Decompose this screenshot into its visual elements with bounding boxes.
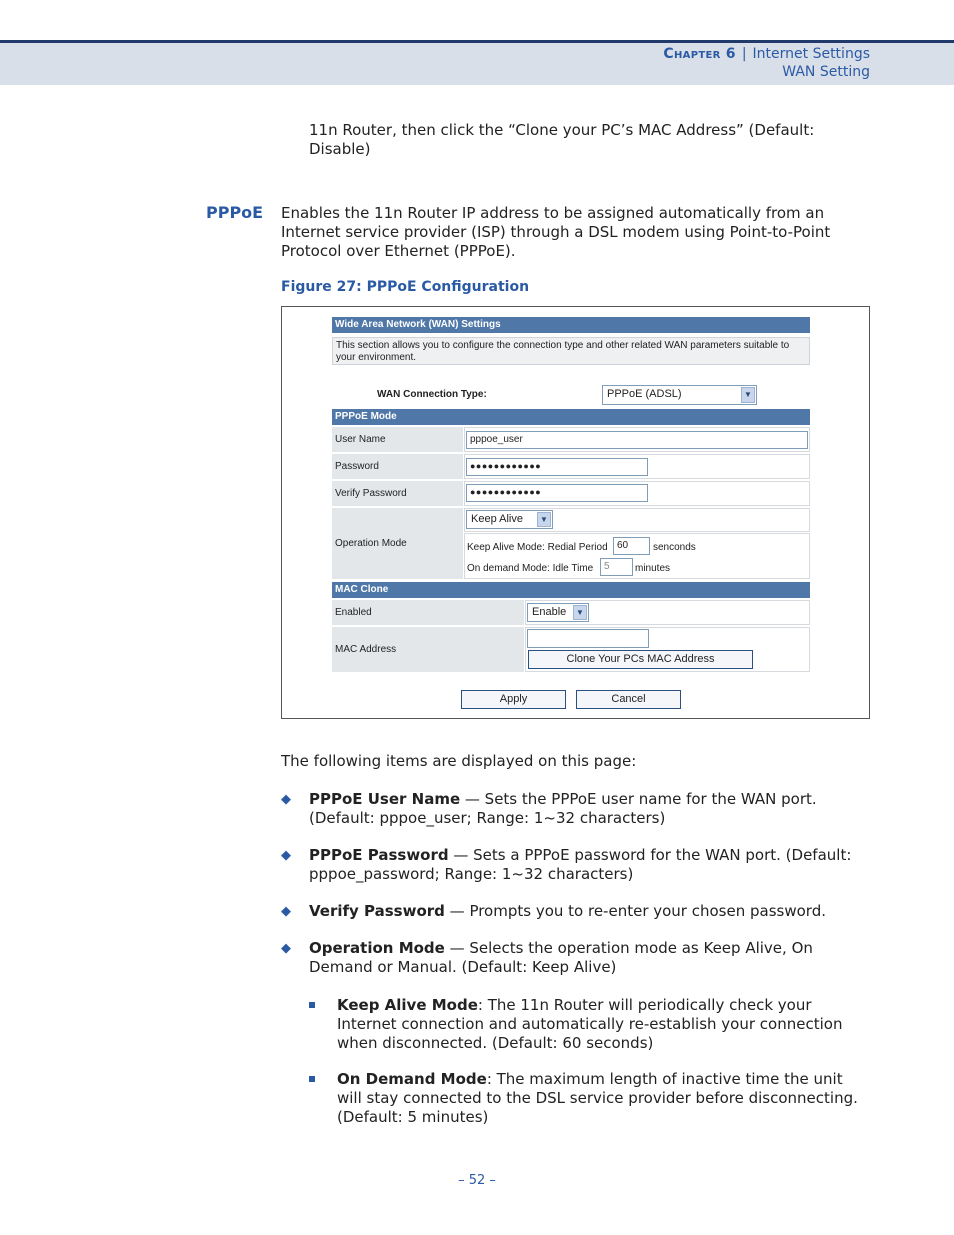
operation-mode-value: Keep Alive: [471, 513, 523, 525]
header-chapter-line: [663, 46, 870, 62]
header-separator: |: [741, 46, 747, 62]
password-label: Password: [332, 454, 463, 479]
clone-mac-address-button[interactable]: Clone Your PCs MAC Address: [528, 650, 753, 669]
bullet-term: PPPoE Password: [309, 846, 449, 864]
password-input[interactable]: ●●●●●●●●●●●●: [466, 458, 648, 476]
section-side-title: PPPoE: [206, 203, 264, 222]
section-label: Internet Settings: [752, 46, 870, 62]
chapter-label: Chapter 6: [663, 46, 736, 62]
diamond-bullet-icon: ◆: [281, 792, 291, 807]
bullet-text: — Sets a PPPoE password for the WAN port. (Default: pppoe_password; Range: 1~32 characters): [309, 846, 852, 883]
pppoe-config-figure: [281, 306, 870, 719]
mac-address-label: MAC Address: [332, 627, 524, 672]
diamond-bullet-icon: ◆: [281, 941, 291, 956]
user-name-input[interactable]: pppoe_user: [466, 431, 808, 449]
redial-period-unit: senconds: [653, 542, 696, 553]
wan-connection-type-label: WAN Connection Type:: [377, 389, 487, 400]
chevron-down-icon: ▼: [537, 512, 551, 527]
bullet-text: — Selects the operation mode as Keep Alive, On Demand or Manual. (Default: Keep Alive): [309, 939, 813, 976]
apply-button[interactable]: Apply: [461, 690, 566, 709]
mac-clone-header: MAC Clone: [332, 582, 810, 598]
sub-bullet-term: Keep Alive Mode: [337, 996, 478, 1014]
mac-address-input[interactable]: [527, 629, 649, 648]
page-header: [0, 0, 954, 85]
pppoe-mode-header: PPPoE Mode: [332, 409, 810, 425]
page-number: – 52 –: [458, 1173, 496, 1188]
bullet-term: Operation Mode: [309, 939, 445, 957]
cancel-button[interactable]: Cancel: [576, 690, 681, 709]
diamond-bullet-icon: ◆: [281, 904, 291, 919]
enabled-label: Enabled: [332, 600, 524, 625]
sub-bullet-text: : The maximum length of inactive time the unit will stay connected to the DSL service provider before disconnecting. (Default: 5 minutes): [337, 1070, 858, 1126]
bullet-text: — Sets the PPPoE user name for the WAN port. (Default: pppoe_user; Range: 1~32 characters): [309, 790, 817, 827]
sub-bullet-text: : The 11n Router will periodically check your Internet connection and automatically re-establish your connection when disconnected. (Default: 60 seconds): [337, 996, 843, 1052]
redial-period-input[interactable]: 60: [613, 537, 650, 555]
idle-time-unit: minutes: [635, 563, 671, 574]
pppoe-paragraph: Enables the 11n Router IP address to be assigned automatically from an Internet service provider (ISP) through a DSL modem using Point-to-Point Protocol over Ethernet (PPPoE).: [281, 204, 831, 260]
bullet-term: Verify Password: [309, 902, 445, 920]
user-name-label: User Name: [332, 427, 463, 452]
wan-description: This section allows you to configure the connection type and other related WAN parameters suitable to your environment.: [332, 337, 810, 365]
square-bullet-icon: [309, 1076, 315, 1082]
sub-bullet-term: On Demand Mode: [337, 1070, 487, 1088]
chevron-down-icon: ▼: [741, 387, 755, 403]
items-intro: The following items are displayed on this page:: [281, 752, 637, 770]
verify-password-input[interactable]: ●●●●●●●●●●●●: [466, 484, 648, 502]
wan-connection-type-select[interactable]: [602, 385, 757, 405]
mac-clone-enabled-value: Enable: [532, 606, 567, 618]
intro-paragraph: 11n Router, then click the “Clone your PC’s MAC Address” (Default: Disable): [309, 121, 815, 158]
idle-time-input[interactable]: 5: [600, 558, 633, 576]
diamond-bullet-icon: ◆: [281, 848, 291, 863]
keep-alive-label: Keep Alive Mode: Redial Period: [467, 542, 608, 553]
bullet-text: — Prompts you to re-enter your chosen password.: [444, 902, 826, 920]
square-bullet-icon: [309, 1002, 315, 1008]
wan-settings-header: Wide Area Network (WAN) Settings: [332, 317, 810, 333]
mac-clone-enabled-select[interactable]: [527, 603, 589, 622]
bullet-term: PPPoE User Name: [309, 790, 461, 808]
wan-connection-type-value: PPPoE (ADSL): [607, 388, 682, 400]
operation-mode-select[interactable]: [466, 510, 553, 529]
verify-password-label: Verify Password: [332, 481, 463, 506]
operation-mode-label: Operation Mode: [332, 508, 463, 579]
on-demand-label: On demand Mode: Idle Time: [467, 563, 594, 574]
subsection-label: WAN Setting: [782, 64, 870, 80]
figure-caption: Figure 27: PPPoE Configuration: [281, 279, 530, 295]
chevron-down-icon: ▼: [573, 605, 587, 620]
